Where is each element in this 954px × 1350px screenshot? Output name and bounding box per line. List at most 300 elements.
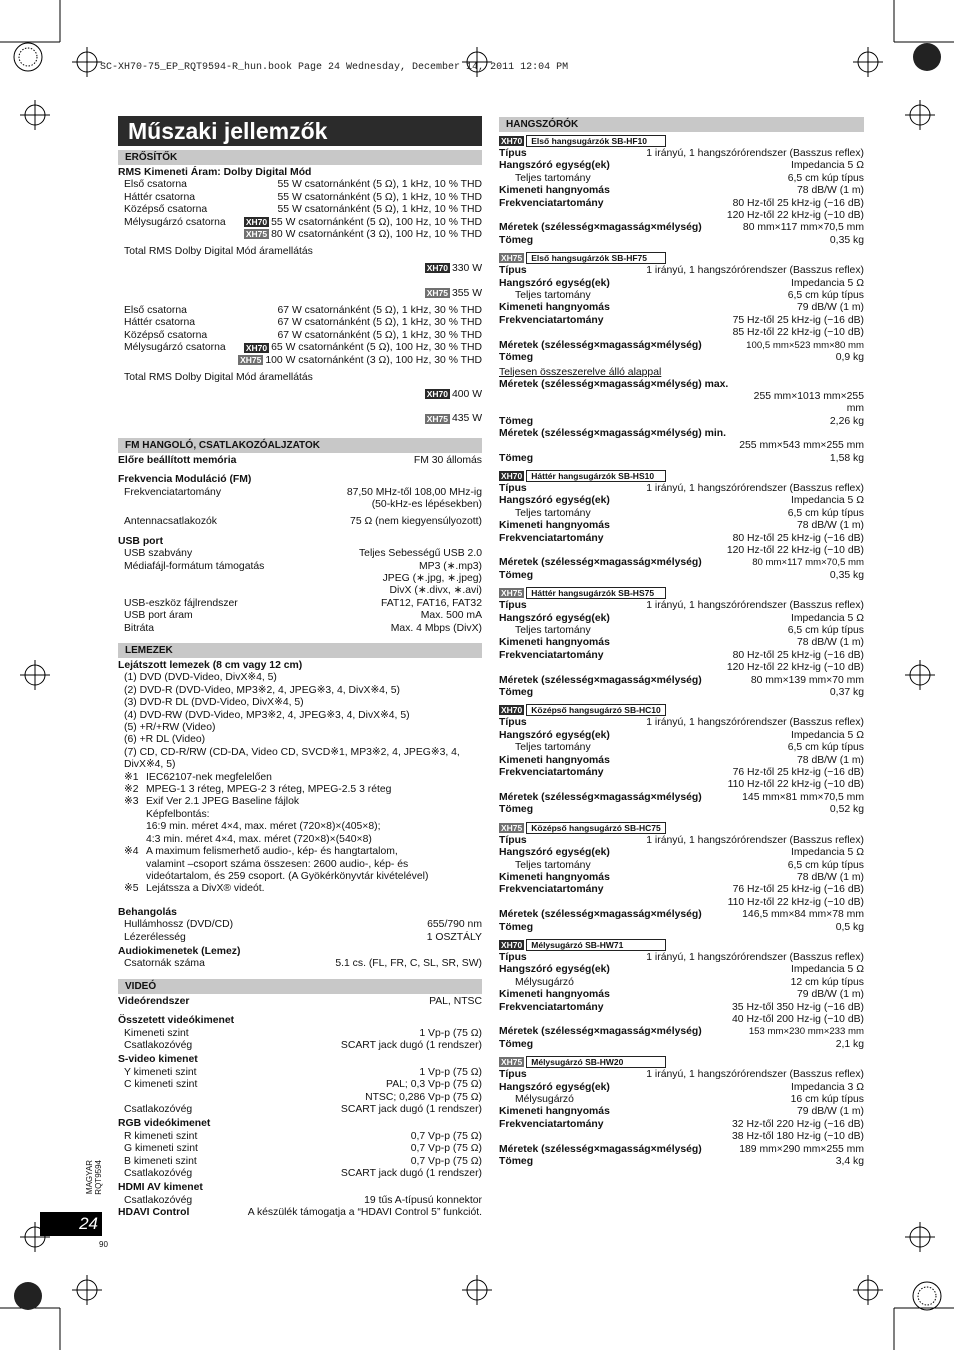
spec-value: 79 dB/W (1 m): [797, 989, 864, 1001]
spec-label: Hangszóró egység(ek): [499, 495, 610, 507]
preset-row: [118, 455, 482, 467]
spec-label: Frekvenciatartomány: [499, 649, 604, 661]
footnote-mark: ※3: [124, 796, 139, 808]
hdmi-value: 19 tűs A-típusú konnektor: [364, 1194, 482, 1206]
spec-row: [499, 872, 864, 884]
amp-section-head: ERŐSÍTŐK: [118, 150, 482, 165]
spec-value: 1,58 kg: [829, 452, 864, 464]
spec-label: Tömeg: [499, 234, 534, 246]
spec-label: Kimeneti szint: [124, 1027, 189, 1039]
speaker-name: Mélysugárzó SB-HW20: [526, 1056, 666, 1068]
antenna-value: 75 Ω (nem kiegyensúlyozott): [350, 516, 482, 528]
speaker-header: [499, 822, 864, 834]
spec-value: 6,5 cm kúp típus: [787, 290, 864, 302]
speaker-header: [499, 939, 864, 951]
speaker-header: [499, 252, 864, 264]
spec-value: 80 Hz-től 25 kHz-ig (−16 dB) 120 Hz-től 22 kHz-ig (−10 dB): [726, 197, 864, 222]
spec-row: [118, 1028, 482, 1040]
spec-value: Impedancia 5 Ω: [790, 729, 864, 741]
spec-value: 1 irányú, 1 hangszórórendszer (Basszus reflex): [646, 600, 864, 612]
spec-row: [499, 835, 864, 847]
antenna-row: [118, 516, 482, 528]
spec-value: 6,5 cm kúp típus: [787, 172, 864, 184]
spec-label: Teljes tartomány: [515, 625, 591, 636]
spec-row: [499, 637, 864, 649]
spec-label: Tömeg: [499, 1038, 534, 1050]
speaker-list: [499, 135, 864, 1170]
spec-value: 55 W csatornánként (5 Ω), 1 kHz, 10 % THD: [277, 191, 482, 203]
spec-value: 32 Hz-től 220 Hz-ig (−16 dB) 38 Hz-től 180 Hz-ig (−10 dB): [732, 1118, 864, 1143]
language-label: MAGYAR: [85, 1160, 94, 1195]
spec-label: Teljes tartomány: [515, 172, 591, 184]
spec-value: Impedancia 5 Ω: [790, 847, 864, 859]
spec-row: [118, 330, 482, 342]
page-number: 24: [40, 1212, 102, 1236]
spec-label: Csatlakozóvég: [124, 1168, 193, 1180]
spec-label: Tömeg: [499, 1156, 534, 1168]
model-badge: XH70: [426, 388, 448, 399]
spec-value: 67 W csatornánként (5 Ω), 1 kHz, 30 % THD: [277, 329, 482, 341]
hdmi-row: [118, 1195, 482, 1207]
footnote: [118, 784, 482, 796]
speaker-name: Mélysugárzó SB-HW71: [526, 939, 666, 951]
spec-row: [499, 265, 864, 277]
speaker-name: Első hangsugárzók SB-HF75: [526, 252, 666, 264]
disc-list: [118, 672, 482, 771]
spec-label: Hangszóró egység(ek): [499, 277, 610, 289]
speaker-name: Első hangsugárzók SB-HF10: [526, 135, 666, 147]
speaker-header: [499, 135, 864, 147]
spec-value: 3,4 kg: [835, 1156, 864, 1168]
sub-value-b: 100 W csatornánként (3 Ω), 100 Hz, 30 % THD: [265, 354, 482, 366]
spec-label: Kimeneti hangnyomás: [499, 1106, 610, 1118]
spec-value: PAL; 0,3 Vp-p (75 Ω) NTSC; 0,286 Vp-p (75 Ω): [365, 1079, 482, 1103]
spec-row: [499, 1106, 864, 1118]
spec-value: 0,5 kg: [835, 921, 864, 933]
disc-type: (6) +R DL (Video): [124, 734, 206, 746]
spec-label: Frekvenciatartomány: [499, 884, 604, 896]
spec-row: [499, 570, 864, 582]
spec-label: Hangszóró egység(ek): [499, 847, 610, 859]
spec-value: MP3 (∗.mp3) JPEG (∗.jpg, ∗.jpeg) DivX (∗.divx, ∗.avi): [382, 560, 482, 597]
spec-label: Kimeneti hangnyomás: [499, 754, 610, 766]
footnote: [118, 846, 482, 883]
spec-label: Kimeneti hangnyomás: [499, 989, 610, 1001]
spec-value: 1 irányú, 1 hangszórórendszer (Basszus reflex): [646, 148, 864, 159]
spec-row: [499, 1082, 864, 1094]
spec-row: [499, 964, 864, 976]
spec-row: [499, 804, 864, 816]
spec-value: 6,5 cm kúp típus: [787, 742, 864, 754]
spec-label: USB szabvány: [124, 548, 193, 560]
spec-label: Méretek (szélesség×magasság×mélység): [499, 1026, 702, 1038]
spec-value: Impedancia 5 Ω: [790, 160, 864, 172]
total-value-a: 330 W: [451, 262, 482, 274]
spec-row: [499, 315, 864, 340]
speaker-name: Háttér hangsugárzók SB-HS75: [526, 587, 666, 599]
sub-row-1: [118, 217, 482, 242]
disc-type: (7) CD, CD-R/RW (CD-DA, Video CD, SVCD※1, MP3※2, 4, JPEG※3, 4, DivX※4, 5): [124, 746, 460, 771]
video-system-row: [118, 996, 482, 1008]
spec-value: 67 W csatornánként (5 Ω), 1 kHz, 30 % THD: [277, 305, 482, 317]
spec-label: Első csatorna: [124, 179, 187, 191]
video-system-label: Videórendszer: [118, 995, 190, 1007]
page-title: Műszaki jellemzők: [118, 116, 482, 146]
laser-value: 1 OSZTÁLY: [426, 931, 482, 943]
spec-label: Típus: [499, 834, 527, 846]
model-badge: XH75: [426, 413, 448, 424]
speaker-header: [499, 587, 864, 599]
hdavi-row: [118, 1207, 482, 1219]
spec-row: [118, 1067, 482, 1079]
fm-freq-row: [118, 487, 482, 512]
disc-type: (4) DVD-RW (DVD-Video, MP3※2, 4, JPEG※3, 4, DivX※4, 5): [124, 709, 410, 721]
spec-label: Hangszóró egység(ek): [499, 964, 610, 976]
spec-label: Tömeg: [499, 452, 534, 464]
spec-row: [499, 222, 864, 234]
spec-row: [118, 305, 482, 317]
spec-label: Kimeneti hangnyomás: [499, 637, 610, 649]
footnote-mark: ※2: [124, 784, 139, 796]
spec-label: Mélysugárzó: [515, 976, 574, 988]
sub-label: Mélysugárzó csatorna: [124, 216, 226, 228]
spec-label: Középső csatorna: [124, 204, 208, 216]
spec-label: Frekvenciatartomány: [499, 1001, 604, 1013]
model-badge: XH75: [501, 822, 523, 833]
spec-row: [499, 508, 864, 520]
spec-row: [499, 160, 864, 172]
spec-value: 0,7 Vp-p (75 Ω): [410, 1155, 482, 1167]
spec-label: Kimeneti hangnyomás: [499, 185, 610, 197]
usb-rows: [118, 548, 482, 635]
spec-row: [118, 610, 482, 622]
doc-code: RQT9594: [94, 1160, 103, 1195]
video-section-head: VIDEÓ: [118, 979, 482, 994]
spec-value: Teljes Sebességű USB 2.0: [358, 548, 482, 560]
left-column: [118, 116, 482, 1220]
spec-row: [499, 198, 864, 223]
total-label: Total RMS Dolby Digital Mód áramellátás: [124, 246, 313, 258]
spec-row: [499, 675, 864, 687]
spec-label: Méretek (szélesség×magasság×mélység): [499, 557, 702, 569]
spec-row: [499, 1156, 864, 1168]
spec-value: 12 cm kúp típus: [790, 976, 864, 988]
spec-label: Típus: [499, 482, 527, 494]
total-row-1: [118, 246, 482, 300]
spec-row: [499, 1002, 864, 1027]
spec-row: [499, 302, 864, 314]
speakers-section-head: HANGSZÓRÓK: [499, 117, 864, 132]
composite-rows: [118, 1028, 482, 1053]
book-header: SC-XH70-75_EP_RQT9594-R_hun.book Page 24 Wednesday, December 14, 2011 12:04 PM: [100, 62, 569, 73]
spec-value: SCART jack dugó (1 rendszer): [340, 1104, 482, 1115]
model-badge: XH70: [501, 939, 523, 950]
spec-row: [118, 1040, 482, 1052]
spec-label: Y kimeneti szint: [124, 1066, 197, 1078]
footnote-mark: ※4: [124, 846, 139, 858]
spec-value: 1 Vp-p (75 Ω): [419, 1027, 482, 1039]
spec-value: 78 dB/W (1 m): [797, 185, 864, 197]
spec-value: 153 mm×230 mm×233 mm: [748, 1026, 864, 1038]
spec-value: 78 dB/W (1 m): [797, 637, 864, 649]
speaker-name: Középső hangsugárzó SB-HC75: [526, 822, 666, 834]
spec-label: Teljes tartomány: [515, 290, 591, 302]
spec-value: 1 irányú, 1 hangszórórendszer (Basszus reflex): [646, 951, 864, 963]
spec-label: Méretek (szélesség×magasság×mélység): [499, 1143, 702, 1155]
spec-row: [118, 1079, 482, 1104]
spec-row: [499, 340, 864, 352]
model-badge: XH75: [426, 287, 448, 298]
spec-row: [118, 204, 482, 216]
spec-value: Impedancia 5 Ω: [790, 277, 864, 289]
spec-label: Tömeg: [499, 687, 534, 699]
rgb-rows: [118, 1131, 482, 1181]
spec-row: [499, 557, 864, 569]
spec-row: [118, 192, 482, 204]
fm-freq-value: 87,50 MHz-től 108,00 MHz-ig (50-kHz-es lépésekben): [346, 486, 482, 510]
spec-label: USB-eszköz fájlrendszer: [124, 597, 238, 609]
spec-label: Kimeneti hangnyomás: [499, 871, 610, 883]
spec-row: [499, 742, 864, 754]
footnote: [118, 796, 482, 846]
amp-rows-30thd: [118, 305, 482, 342]
sub-row-2: [118, 342, 482, 367]
spec-value: 80 Hz-től 25 kHz-ig (−16 dB) 120 Hz-től 22 kHz-ig (−10 dB): [726, 649, 864, 674]
spec-label: Háttér csatorna: [124, 191, 196, 203]
spec-label: Típus: [499, 148, 527, 159]
laser-label: Lézerélesség: [124, 931, 186, 943]
spec-label: Frekvenciatartomány: [499, 767, 604, 779]
spec-value: 78 dB/W (1 m): [797, 871, 864, 883]
model-badge: XH75: [245, 229, 268, 240]
spec-row: [118, 598, 482, 610]
spec-row: [499, 185, 864, 197]
hdavi-label: HDAVI Control: [118, 1207, 190, 1219]
model-badge: XH75: [501, 253, 523, 264]
total-value-b: 435 W: [451, 413, 482, 425]
spec-row: [499, 379, 864, 416]
spec-label: Frekvenciatartomány: [499, 532, 604, 544]
spec-label: Kimeneti hangnyomás: [499, 302, 610, 314]
spec-label: Háttér csatorna: [124, 317, 196, 329]
spec-row: [499, 989, 864, 1001]
spec-label: Csatlakozóvég: [124, 1039, 193, 1051]
spec-value: Impedancia 3 Ω: [790, 1081, 864, 1093]
spec-value: 6,5 cm kúp típus: [787, 507, 864, 519]
spec-label: Méretek (szélesség×magasság×mélység): [499, 909, 702, 921]
spec-label: Kimeneti hangnyomás: [499, 520, 610, 532]
sub-label: Mélysugárzó csatorna: [124, 342, 226, 354]
spec-row: [499, 613, 864, 625]
spec-label: Tömeg: [499, 569, 534, 581]
spec-label: Méretek (szélesség×magasság×mélység) max.: [499, 378, 729, 390]
spec-value: 189 mm×290 mm×255 mm: [739, 1143, 864, 1155]
disc-notes: [118, 772, 482, 896]
spec-row: [499, 687, 864, 699]
spec-row: [499, 730, 864, 742]
disc-type: (3) DVD-R DL (DVD-Video, DivX※4, 5): [124, 697, 304, 709]
spec-row: [118, 623, 482, 635]
spec-row: [499, 1069, 864, 1081]
stand-title: Teljesen összeszerelve álló alappal: [499, 366, 662, 378]
spec-label: Tömeg: [499, 415, 534, 427]
channels-value: 5.1 cs. (FL, FR, C, SL, SR, SW): [335, 958, 482, 970]
fm-title: Frekvencia Moduláció (FM): [118, 474, 252, 486]
spec-row: [118, 1104, 482, 1116]
disc-type: (5) +R/+RW (Video): [124, 722, 216, 734]
disc-type: (2) DVD-R (DVD-Video, MP3※2, 4, JPEG※3, 4, DivX※4, 5): [124, 684, 400, 696]
spec-label: Középső csatorna: [124, 329, 208, 341]
spec-label: Hangszóró egység(ek): [499, 612, 610, 624]
spec-label: Hangszóró egység(ek): [499, 160, 610, 172]
spec-label: Médiafájl-formátum támogatás: [124, 560, 265, 572]
spec-row: [499, 767, 864, 792]
model-badge: XH70: [245, 342, 268, 353]
footnote: [118, 883, 482, 895]
footnote-text: MPEG-1 3 réteg, MPEG-2 3 réteg, MPEG-2.5 3 réteg: [146, 784, 392, 796]
spec-value: Max. 4 Mbps (DivX): [390, 622, 482, 634]
spec-value: 0,52 kg: [829, 804, 864, 816]
spec-value: 79 dB/W (1 m): [797, 1106, 864, 1118]
spec-label: Bitráta: [124, 622, 155, 634]
amp-rows-10thd: [118, 179, 482, 216]
spec-row: [499, 495, 864, 507]
speaker-name: Középső hangsugárzó SB-HC10: [526, 704, 666, 716]
spec-value: 67 W csatornánként (5 Ω), 1 kHz, 30 % THD: [277, 317, 482, 329]
spec-value: Impedancia 5 Ω: [790, 612, 864, 624]
spec-value: 1 Vp-p (75 Ω): [419, 1066, 482, 1078]
channels-label: Csatornák száma: [124, 958, 205, 970]
video-system-value: PAL, NTSC: [429, 995, 482, 1007]
spec-row: [118, 1168, 482, 1180]
spec-label: Hangszóró egység(ek): [499, 729, 610, 741]
spec-row: [499, 952, 864, 964]
spec-row: [499, 1094, 864, 1106]
disc-type: (1) DVD (DVD-Video, DivX※4, 5): [124, 672, 277, 684]
spec-row: [118, 548, 482, 560]
spec-label: Típus: [499, 1069, 527, 1081]
spec-value: 2,1 kg: [835, 1038, 864, 1050]
spec-row: [499, 453, 864, 465]
spec-label: R kimeneti szint: [124, 1130, 198, 1142]
spec-row: [499, 884, 864, 909]
spec-label: Méretek (szélesség×magasság×mélység): [499, 791, 702, 803]
model-badge: XH70: [426, 263, 448, 274]
spec-row: [118, 1143, 482, 1155]
right-column: [499, 116, 864, 1170]
spec-value: 1 irányú, 1 hangszórórendszer (Basszus reflex): [646, 834, 864, 846]
spec-label: Tömeg: [499, 804, 534, 816]
spec-label: Méretek (szélesség×magasság×mélység): [499, 339, 702, 351]
spec-label: Méretek (szélesség×magasság×mélység) min.: [499, 428, 726, 440]
footnote-mark: ※1: [124, 771, 139, 783]
wave-row: [118, 919, 482, 931]
spec-value: SCART jack dugó (1 rendszer): [340, 1168, 482, 1180]
spec-value: 79 dB/W (1 m): [797, 302, 864, 314]
spec-row: [499, 428, 864, 452]
spec-label: Típus: [499, 600, 527, 612]
spec-row: [118, 179, 482, 191]
footnote-text: Lejátssza a DivX® videót.: [146, 883, 265, 895]
spec-value: 80 mm×139 mm×70 mm: [750, 674, 864, 686]
spec-value: 0,9 kg: [835, 352, 864, 364]
spec-row: [499, 520, 864, 532]
hdmi-label: Csatlakozóvég: [124, 1194, 193, 1206]
pickup-title: Behangolás: [118, 906, 177, 918]
spec-label: Tömeg: [499, 921, 534, 933]
spec-row: [499, 977, 864, 989]
model-badge: XH75: [501, 588, 523, 599]
audio-out-title: Audiokimenetek (Lemez): [118, 945, 241, 957]
spec-row: [499, 847, 864, 859]
speaker-header: [499, 1056, 864, 1068]
spec-row: [499, 148, 864, 160]
spec-row: [118, 317, 482, 329]
spec-value: 75 Hz-től 25 kHz-ig (−16 dB) 85 Hz-től 22 kHz-ig (−10 dB): [732, 314, 864, 339]
total-label: Total RMS Dolby Digital Mód áramellátás: [124, 372, 313, 384]
spec-row: [499, 792, 864, 804]
spec-label: Méretek (szélesség×magasság×mélység): [499, 222, 702, 234]
hdmi-title: HDMI AV kimenet: [118, 1182, 203, 1194]
spec-row: [118, 1156, 482, 1168]
spec-row: [118, 561, 482, 598]
spec-label: Teljes tartomány: [515, 859, 591, 871]
spec-row: [118, 1131, 482, 1143]
spec-value: Impedancia 5 Ω: [790, 964, 864, 976]
spec-row: [499, 483, 864, 495]
spec-label: Teljes tartomány: [515, 742, 591, 754]
spec-label: Tömeg: [499, 352, 534, 364]
footnote-text: A maximum felismerhető audio-, kép- és hangtartalom, valamint –csoport száma összesen: 2600 audio-, kép- és videótartalom, és 259 csoport. (A Gyökérkönyvtár kivételével): [146, 846, 429, 882]
total-value-a: 400 W: [451, 388, 482, 400]
spec-value: 255 mm×1013 mm×255 mm: [753, 390, 864, 415]
spec-row: [499, 650, 864, 675]
spec-row: [499, 860, 864, 872]
spec-value: 80 mm×117 mm×70,5 mm: [742, 222, 864, 234]
page-sub-number: 90: [99, 1240, 108, 1249]
spec-value: Max. 500 mA: [420, 610, 482, 622]
wave-label: Hullámhossz (DVD/CD): [124, 919, 234, 931]
spec-row: [499, 1144, 864, 1156]
spec-value: 1 irányú, 1 hangszórórendszer (Basszus reflex): [646, 717, 864, 729]
model-badge: XH70: [501, 705, 523, 716]
model-badge: XH70: [501, 136, 523, 146]
spec-label: Csatlakozóvég: [124, 1104, 193, 1115]
spec-value: 145 mm×81 mm×70,5 mm: [742, 791, 864, 803]
channels-row: [118, 958, 482, 970]
speaker-header: [499, 704, 864, 716]
spec-value: SCART jack dugó (1 rendszer): [340, 1039, 482, 1051]
spec-value: 0,7 Vp-p (75 Ω): [410, 1143, 482, 1155]
spec-value: 0,37 kg: [829, 687, 864, 699]
spec-value: 1 irányú, 1 hangszórórendszer (Basszus reflex): [646, 265, 864, 277]
spec-label: G kimeneti szint: [124, 1143, 198, 1155]
hdavi-value: A készülék támogatja a “HDAVI Control 5” funkciót.: [247, 1207, 482, 1219]
spec-value: 0,35 kg: [829, 569, 864, 581]
sub-value-b: 80 W csatornánként (3 Ω), 100 Hz, 10 % THD: [271, 229, 482, 241]
spec-label: Típus: [499, 951, 527, 963]
spec-value: 1 irányú, 1 hangszórórendszer (Basszus reflex): [646, 482, 864, 494]
sub-value-a: 55 W csatornánként (5 Ω), 100 Hz, 10 % THD: [271, 216, 482, 228]
spec-label: Első csatorna: [124, 305, 187, 317]
spec-row: [499, 625, 864, 637]
spec-value: 146,5 mm×84 mm×78 mm: [742, 909, 864, 921]
spec-value: 55 W csatornánként (5 Ω), 1 kHz, 10 % THD: [277, 179, 482, 191]
spec-value: Impedancia 5 Ω: [790, 495, 864, 507]
spec-value: 0,35 kg: [829, 234, 864, 246]
spec-value: 255 mm×543 mm×255 mm: [739, 440, 864, 452]
spec-label: Frekvenciatartomány: [499, 1118, 604, 1130]
